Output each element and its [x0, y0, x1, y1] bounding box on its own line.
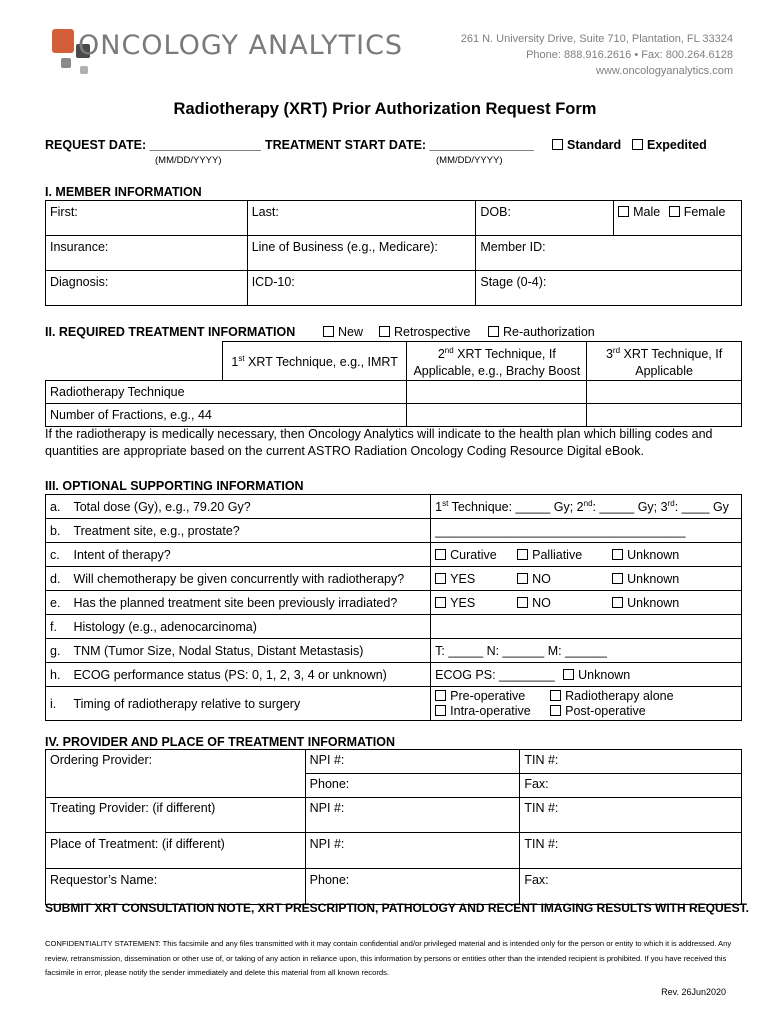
irradiated-unknown-label: Unknown	[627, 595, 680, 610]
intent-options	[431, 543, 742, 567]
request-date-field[interactable]: REQUEST DATE: ________________	[45, 138, 261, 152]
provider-info-table	[45, 749, 742, 905]
radiotherapy-alone-checkbox[interactable]	[550, 690, 561, 701]
place-of-treatment-field[interactable]: Place of Treatment: (if different)	[46, 833, 306, 869]
intent-unknown-checkbox[interactable]	[612, 549, 623, 560]
first-name-field[interactable]	[46, 201, 248, 236]
row-i-letter: i.	[46, 687, 70, 721]
submit-instructions: SUBMIT XRT CONSULTATION NOTE, XRT PRESCRIPTION, PATHOLOGY AND RECENT IMAGING RESULTS WITH REQUEST.	[45, 901, 750, 915]
gender-field	[614, 201, 742, 236]
treatment-section-heading: II. REQUIRED TREATMENT INFORMATION	[45, 325, 296, 339]
first-name-label: First:	[50, 205, 78, 219]
third-technique-suffix: rd	[612, 346, 621, 355]
curative-label: Curative	[450, 547, 497, 562]
chemo-no-label: NO	[532, 571, 551, 586]
total-dose-t3-suffix: rd	[667, 498, 675, 508]
stage-field[interactable]	[476, 271, 742, 306]
logo-text: ONCOLOGY ANALYTICS	[78, 30, 404, 61]
female-label: Female	[683, 205, 726, 219]
diagnosis-label: Diagnosis:	[50, 275, 109, 289]
diagnosis-field[interactable]	[46, 271, 248, 306]
row-a-question: Total dose (Gy), e.g., 79.20 Gy?	[69, 495, 430, 519]
insurance-field[interactable]	[46, 236, 248, 271]
expedited-label: Expedited	[647, 138, 707, 152]
ecog-field[interactable]	[431, 663, 742, 687]
palliative-label: Palliative	[532, 547, 583, 562]
pre-operative-option[interactable]	[435, 689, 550, 704]
chemo-yes-checkbox[interactable]	[435, 573, 446, 584]
second-technique-suffix: nd	[444, 346, 454, 355]
tnm-field[interactable]: T: _____ N: ______ M: ______	[431, 639, 742, 663]
irradiated-yes-checkbox[interactable]	[435, 597, 446, 608]
billing-note: If the radiotherapy is medically necessary, then Oncology Analytics will indicate to the health plan which billing codes and quantities are appropriate based on the current ASTRO Radiation Oncology Coding Resource Digital eBook.	[45, 427, 713, 458]
ecog-unknown-checkbox[interactable]	[563, 669, 574, 680]
treatment-technique-table	[45, 341, 742, 427]
ecog-label: ECOG PS: ________	[435, 667, 555, 682]
new-checkbox[interactable]	[323, 326, 334, 337]
dob-label: DOB:	[480, 205, 511, 219]
row-i-question: Timing of radiotherapy relative to surgery	[69, 687, 430, 721]
row-b-letter: b.	[46, 519, 70, 543]
requestor-fax-field[interactable]: Fax:	[520, 869, 742, 905]
row-f-letter: f.	[46, 615, 70, 639]
technique-row-label: Radiotherapy Technique	[46, 381, 223, 404]
ordering-npi-field[interactable]: NPI #:	[305, 750, 520, 774]
fractions-row-label: Number of Fractions, e.g., 44	[46, 404, 223, 427]
row-e-question: Has the planned treatment site been previously irradiated?	[69, 591, 430, 615]
retrospective-label: Retrospective	[394, 325, 471, 339]
third-technique-note: Applicable	[635, 364, 693, 379]
post-operative-option[interactable]	[550, 704, 646, 718]
palliative-option[interactable]	[517, 548, 612, 562]
insurance-label: Insurance:	[50, 240, 109, 254]
total-dose-t1-number: 1	[435, 500, 443, 515]
chemo-unknown-label: Unknown	[627, 571, 680, 586]
second-technique-header	[407, 342, 587, 381]
curative-checkbox[interactable]	[435, 549, 446, 560]
standard-option[interactable]	[552, 138, 621, 152]
total-dose-t3-label: : ____ Gy	[674, 500, 729, 515]
row-b-question: Treatment site, e.g., prostate?	[69, 519, 430, 543]
technique-1-cell[interactable]	[222, 381, 407, 404]
row-g-question: TNM (Tumor Size, Nodal Status, Distant Metastasis)	[69, 639, 430, 663]
third-technique-number: 3	[605, 347, 613, 362]
requestor-phone-field[interactable]: Phone:	[305, 869, 520, 905]
member-section-heading: I. MEMBER INFORMATION	[45, 185, 202, 199]
surgery-timing-options	[431, 687, 742, 721]
irradiated-yes-option[interactable]	[435, 596, 517, 610]
provider-section-heading: IV. PROVIDER AND PLACE OF TREATMENT INFORMATION	[45, 735, 396, 749]
treatment-start-date-format: (MM/DD/YYYY)	[436, 155, 503, 166]
pre-operative-label: Pre-operative	[450, 688, 526, 703]
last-name-field[interactable]	[247, 201, 476, 236]
member-id-field[interactable]	[476, 236, 742, 271]
treating-npi-field[interactable]: NPI #:	[305, 798, 520, 833]
total-dose-t2-suffix: nd	[583, 498, 593, 508]
optional-info-table	[45, 494, 742, 721]
irradiated-no-checkbox[interactable]	[517, 597, 528, 608]
ordering-provider-field[interactable]: Ordering Provider:	[46, 750, 306, 798]
second-technique-example: Applicable, e.g., Brachy Boost	[413, 364, 581, 379]
dob-field[interactable]	[476, 201, 614, 236]
male-checkbox[interactable]	[618, 206, 629, 217]
male-option[interactable]	[618, 205, 660, 219]
row-f-question: Histology (e.g., adenocarcinoma)	[69, 615, 430, 639]
standard-label: Standard	[567, 138, 622, 152]
irradiated-unknown-checkbox[interactable]	[612, 597, 623, 608]
line-of-business-label: Line of Business (e.g., Medicare):	[251, 240, 438, 254]
chemo-options	[431, 567, 742, 591]
confidentiality-statement: CONFIDENTIALITY STATEMENT: This facsimile and any files transmitted with it may contain confidential and/or privileged material and is intended only for the person or entity to which it is addressed. Any review, retransmission, dissemination or other use of, or taking of any action in reliance upon, this information by persons or entities other than the intended recipient is prohibited. If you have received this facsimile in error, please notify the sender immediately and delete this material from all known records.	[45, 939, 732, 977]
chemo-yes-label: YES	[450, 571, 476, 586]
fractions-1-cell[interactable]	[222, 404, 407, 427]
first-technique-header	[222, 342, 407, 381]
reauthorization-checkbox[interactable]	[488, 326, 499, 337]
member-id-label: Member ID:	[480, 240, 546, 254]
row-h-letter: h.	[46, 663, 70, 687]
new-option[interactable]	[323, 325, 363, 339]
first-technique-label: XRT Technique, e.g., IMRT	[244, 354, 398, 369]
female-checkbox[interactable]	[669, 206, 680, 217]
radiotherapy-alone-option[interactable]	[550, 689, 673, 703]
icd10-field[interactable]	[247, 271, 476, 306]
first-technique-suffix: st	[238, 353, 245, 363]
row-a-letter: a.	[46, 495, 70, 519]
ecog-unknown-option[interactable]	[563, 668, 630, 682]
intra-operative-checkbox[interactable]	[435, 705, 446, 716]
intent-unknown-option[interactable]	[612, 548, 679, 562]
logo-mark-square-gray	[61, 58, 71, 68]
irradiated-no-label: NO	[532, 595, 551, 610]
new-label: New	[338, 325, 364, 339]
chemo-unknown-checkbox[interactable]	[612, 573, 623, 584]
requestor-name-field[interactable]: Requestor’s Name:	[46, 869, 306, 905]
treatment-start-date-field[interactable]: TREATMENT START DATE: _______________	[265, 138, 534, 152]
request-date-format: (MM/DD/YYYY)	[155, 155, 222, 166]
member-info-table	[45, 200, 742, 306]
irradiated-unknown-option[interactable]	[612, 596, 679, 610]
expedited-option[interactable]	[632, 138, 707, 152]
website-line: www.oncologyanalytics.com	[596, 65, 733, 77]
form-title: Radiotherapy (XRT) Prior Authorization Request Form	[173, 100, 597, 118]
chemo-yes-option[interactable]	[435, 572, 517, 586]
total-dose-t2-label: : _____ Gy; 3	[592, 500, 668, 515]
chemo-no-checkbox[interactable]	[517, 573, 528, 584]
histology-field[interactable]	[431, 615, 742, 639]
treatment-site-field[interactable]: ____________________________________	[431, 519, 742, 543]
pre-operative-checkbox[interactable]	[435, 690, 446, 701]
first-technique-number: 1	[231, 354, 239, 369]
ordering-phone-field[interactable]: Phone:	[305, 774, 520, 798]
ecog-unknown-label: Unknown	[578, 667, 631, 682]
third-technique-header	[587, 342, 742, 381]
retrospective-option[interactable]	[379, 325, 470, 339]
radiotherapy-alone-label: Radiotherapy alone	[565, 688, 674, 703]
intra-operative-label: Intra-operative	[450, 703, 531, 718]
technique-3-cell[interactable]	[587, 381, 742, 404]
irradiated-options	[431, 591, 742, 615]
irradiated-no-option[interactable]	[517, 596, 612, 610]
curative-option[interactable]	[435, 548, 517, 562]
reauthorization-option[interactable]	[488, 325, 595, 339]
second-technique-number: 2	[437, 347, 445, 362]
standard-checkbox[interactable]	[552, 139, 563, 150]
treating-tin-field[interactable]: TIN #:	[520, 798, 742, 833]
phone-line: Phone: 888.916.2616 • Fax: 800.264.6128	[526, 49, 733, 61]
icd10-label: ICD-10:	[251, 275, 295, 289]
logo-mark	[52, 29, 74, 53]
retrospective-checkbox[interactable]	[379, 326, 390, 337]
post-operative-checkbox[interactable]	[550, 705, 561, 716]
fractions-2-cell[interactable]	[407, 404, 587, 427]
total-dose-t1-label: Technique: _____ Gy; 2	[448, 500, 584, 515]
line-of-business-field[interactable]	[247, 236, 476, 271]
total-dose-t1-suffix: st	[442, 498, 449, 508]
palliative-checkbox[interactable]	[517, 549, 528, 560]
male-label: Male	[633, 205, 661, 219]
technique-table-corner	[46, 342, 223, 381]
company-address	[461, 31, 733, 79]
irradiated-yes-label: YES	[450, 595, 476, 610]
last-name-label: Last:	[251, 205, 279, 219]
ordering-fax-field[interactable]: Fax:	[520, 774, 742, 798]
fractions-3-cell[interactable]	[587, 404, 742, 427]
second-technique-label: XRT Technique, If	[453, 347, 556, 362]
treating-provider-field[interactable]: Treating Provider: (if different)	[46, 798, 306, 833]
intra-operative-option[interactable]	[435, 704, 550, 719]
third-technique-label: XRT Technique, If	[620, 347, 723, 362]
row-h-question: ECOG performance status (PS: 0, 1, 2, 3, 4 or unknown)	[69, 663, 430, 687]
intent-unknown-label: Unknown	[627, 547, 680, 562]
ordering-tin-field[interactable]: TIN #:	[520, 750, 742, 774]
place-npi-field[interactable]: NPI #:	[305, 833, 520, 869]
chemo-no-option[interactable]	[517, 572, 612, 586]
total-dose-field[interactable]	[431, 495, 742, 519]
stage-label: Stage (0-4):	[480, 275, 547, 289]
row-d-letter: d.	[46, 567, 70, 591]
expedited-checkbox[interactable]	[632, 139, 643, 150]
chemo-unknown-option[interactable]	[612, 572, 679, 586]
logo-mark-square-light	[80, 66, 88, 74]
place-tin-field[interactable]: TIN #:	[520, 833, 742, 869]
row-c-letter: c.	[46, 543, 70, 567]
row-g-letter: g.	[46, 639, 70, 663]
optional-section-heading: III. OPTIONAL SUPPORTING INFORMATION	[45, 479, 304, 493]
technique-2-cell[interactable]	[407, 381, 587, 404]
female-option[interactable]	[669, 205, 726, 219]
row-d-question: Will chemotherapy be given concurrently with radiotherapy?	[69, 567, 430, 591]
row-e-letter: e.	[46, 591, 70, 615]
post-operative-label: Post-operative	[565, 703, 646, 718]
reauthorization-label: Re-authorization	[503, 325, 595, 339]
row-c-question: Intent of therapy?	[69, 543, 430, 567]
address-line: 261 N. University Drive, Suite 710, Plantation, FL 33324	[460, 33, 733, 45]
revision-date: Rev. 26Jun2020	[661, 987, 726, 997]
